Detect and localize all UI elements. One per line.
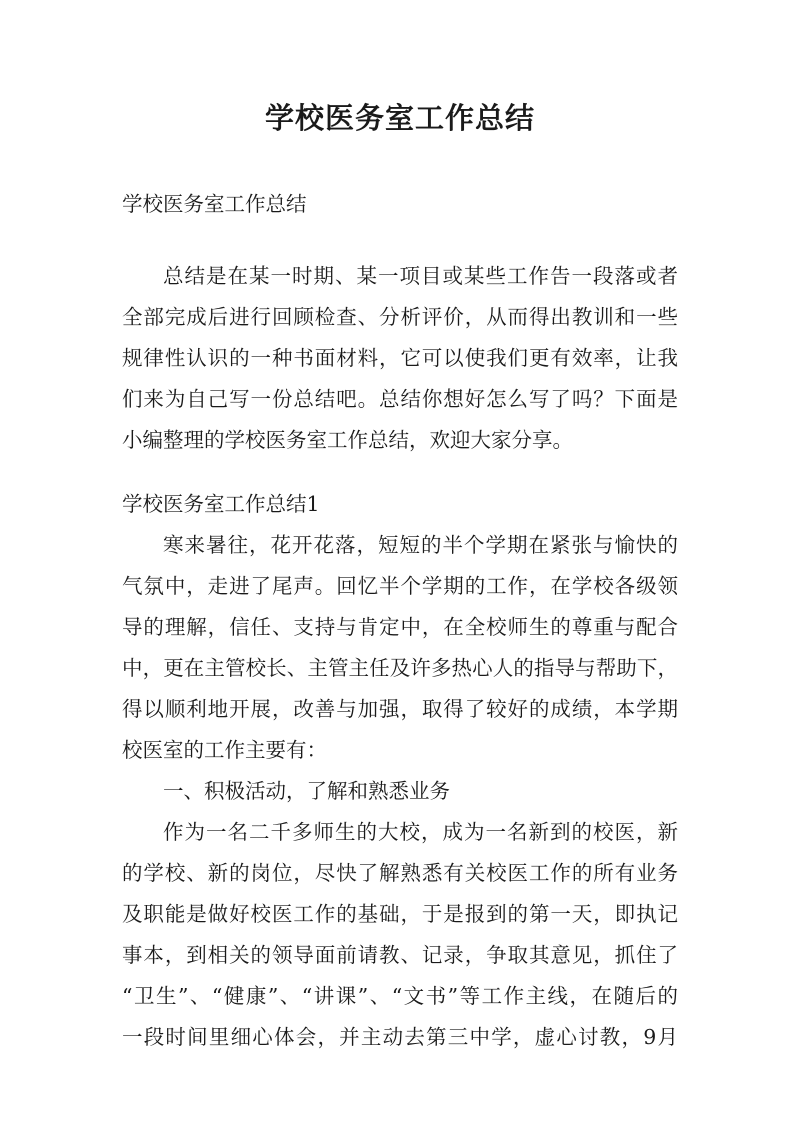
paragraph-line: 校医室的工作主要有： [122, 738, 327, 762]
paragraph-line: 导的理解，信任、支持与肯定中，在全校师生的尊重与配合 [122, 615, 678, 639]
paragraph-line: 作为一名二千多师生的大校，成为一名新到的校医，新 [163, 820, 678, 844]
subsection-heading: 一、积极活动，了解和熟悉业务 [163, 779, 450, 803]
paragraph-line: 中，更在主管校长、主管主任及许多热心人的指导与帮助下， [122, 656, 678, 680]
section-heading: 学校医务室工作总结1 [122, 492, 320, 516]
intro-line: 小编整理的学校医务室工作总结，欢迎大家分享。 [122, 428, 573, 452]
intro-line: 总结是在某一时期、某一项目或某些工作告一段落或者 [163, 264, 678, 288]
paragraph-line: “卫生”、“健康”、“讲课”、“文书”等工作主线，在随后的 [122, 984, 678, 1008]
paragraph-line: 事本，到相关的领导面前请教、记录，争取其意见，抓住了 [122, 943, 678, 967]
paragraph-line: 气氛中，走进了尾声。回忆半个学期的工作，在学校各级领 [122, 574, 678, 598]
paragraph-line: 的学校、新的岗位，尽快了解熟悉有关校医工作的所有业务 [122, 861, 678, 885]
intro-line: 全部完成后进行回顾检查、分析评价，从而得出教训和一些 [122, 305, 678, 329]
document-title: 学校医务室工作总结 [264, 101, 535, 135]
paragraph-line: 得以顺利地开展，改善与加强，取得了较好的成绩，本学期 [122, 697, 678, 721]
paragraph-line: 及职能是做好校医工作的基础，于是报到的第一天，即执记 [122, 902, 678, 926]
paragraph-line: 一段时间里细心体会，并主动去第三中学，虚心讨教，9月 [122, 1025, 678, 1049]
intro-line: 们来为自己写一份总结吧。总结你想好怎么写了吗？下面是 [122, 387, 678, 411]
intro-line: 规律性认识的一种书面材料，它可以使我们更有效率，让我 [122, 346, 678, 370]
paragraph-line: 寒来暑往，花开花落，短短的半个学期在紧张与愉快的 [163, 533, 678, 557]
document-subtitle: 学校医务室工作总结 [122, 192, 307, 216]
